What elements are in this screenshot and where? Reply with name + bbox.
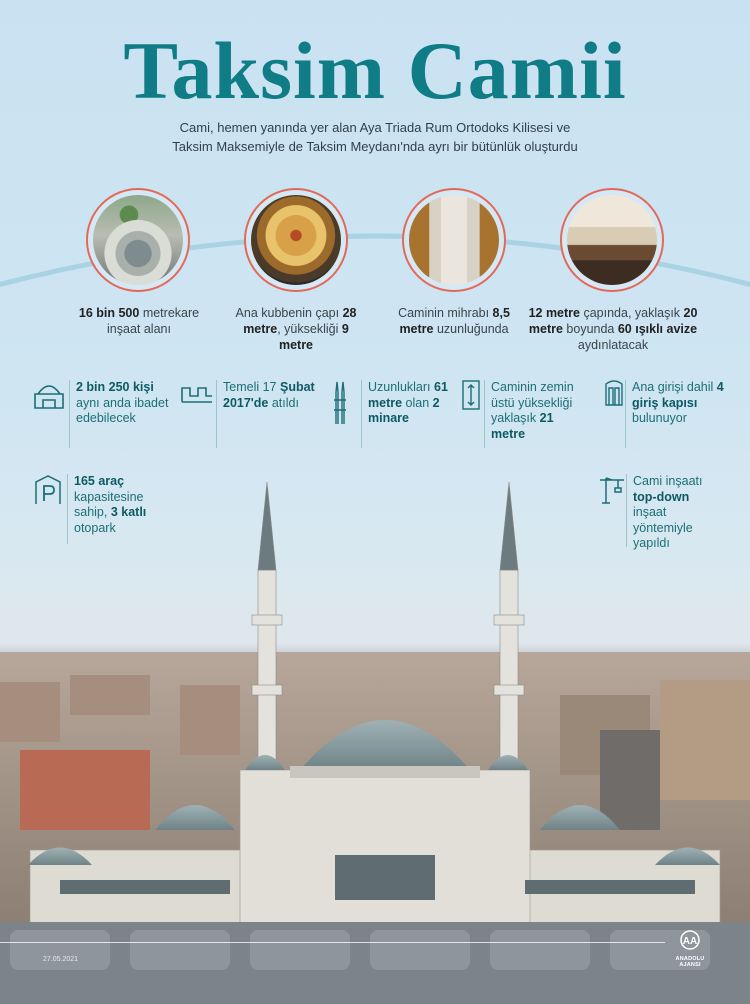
subtitle: Cami, hemen yanında yer alan Aya Triada Rum Ortodoks Kilisesi ve Taksim Maksemiyle de Taksim Meydanı'nda ayrı bir bütünlük oluşturdu <box>172 120 578 154</box>
caption-mihrab: Caminin mihrabı 8,5 metre uzunluğunda <box>398 306 510 336</box>
fact-minarets: Uzunlukları 61 metre olan 2 minare <box>330 380 470 450</box>
door-icon <box>605 380 623 406</box>
mihrab-photo <box>402 188 506 292</box>
page-title: Taksim Camii <box>123 25 627 116</box>
fact-parking: 165 araç kapasitesine sahip, 3 katlı otopark <box>34 474 164 546</box>
fact-construction: Cami inşaatı top-down inşaat yöntemiyle yapıldı <box>598 474 738 549</box>
mosque-photo <box>0 470 750 1004</box>
minaret-icon <box>330 380 350 426</box>
height-icon <box>462 380 480 410</box>
caption-area: 16 bin 500 metrekare inşaat alanı <box>78 306 200 336</box>
aa-logo-icon <box>677 930 703 950</box>
caption-dome: Ana kubbenin çapı 28 metre, yüksekliği 9 metre <box>235 306 357 352</box>
svg-text:AA: AA <box>682 936 698 947</box>
fact-height: Caminin zemin üstü yüksekliği yaklaşık 21 metre <box>462 380 602 450</box>
fact-entrances: Ana girişi dahil 4 giriş kapısı bulunuyor <box>605 380 745 450</box>
mosque-hall <box>240 770 530 930</box>
site-photo <box>86 188 190 292</box>
caption-chandelier: 12 metre çapında, yaklaşık 20 metre boyunda 60 ışıklı avize aydınlatacak <box>528 306 698 352</box>
mosque-icon <box>32 380 66 410</box>
fact-worship-capacity: 2 bin 250 kişi aynı anda ibadet edebilecek <box>32 380 182 450</box>
agency-name: ANADOLU AJANSI <box>675 956 705 968</box>
agency-logo <box>668 930 712 968</box>
date: 27.05.2021 <box>43 956 79 963</box>
fact-foundation: Temeli 17 Şubat 2017'de atıldı <box>180 380 320 450</box>
foundation-icon <box>180 380 214 406</box>
footer-rule <box>0 942 665 943</box>
chandelier-photo <box>560 188 664 292</box>
dome-photo <box>244 188 348 292</box>
